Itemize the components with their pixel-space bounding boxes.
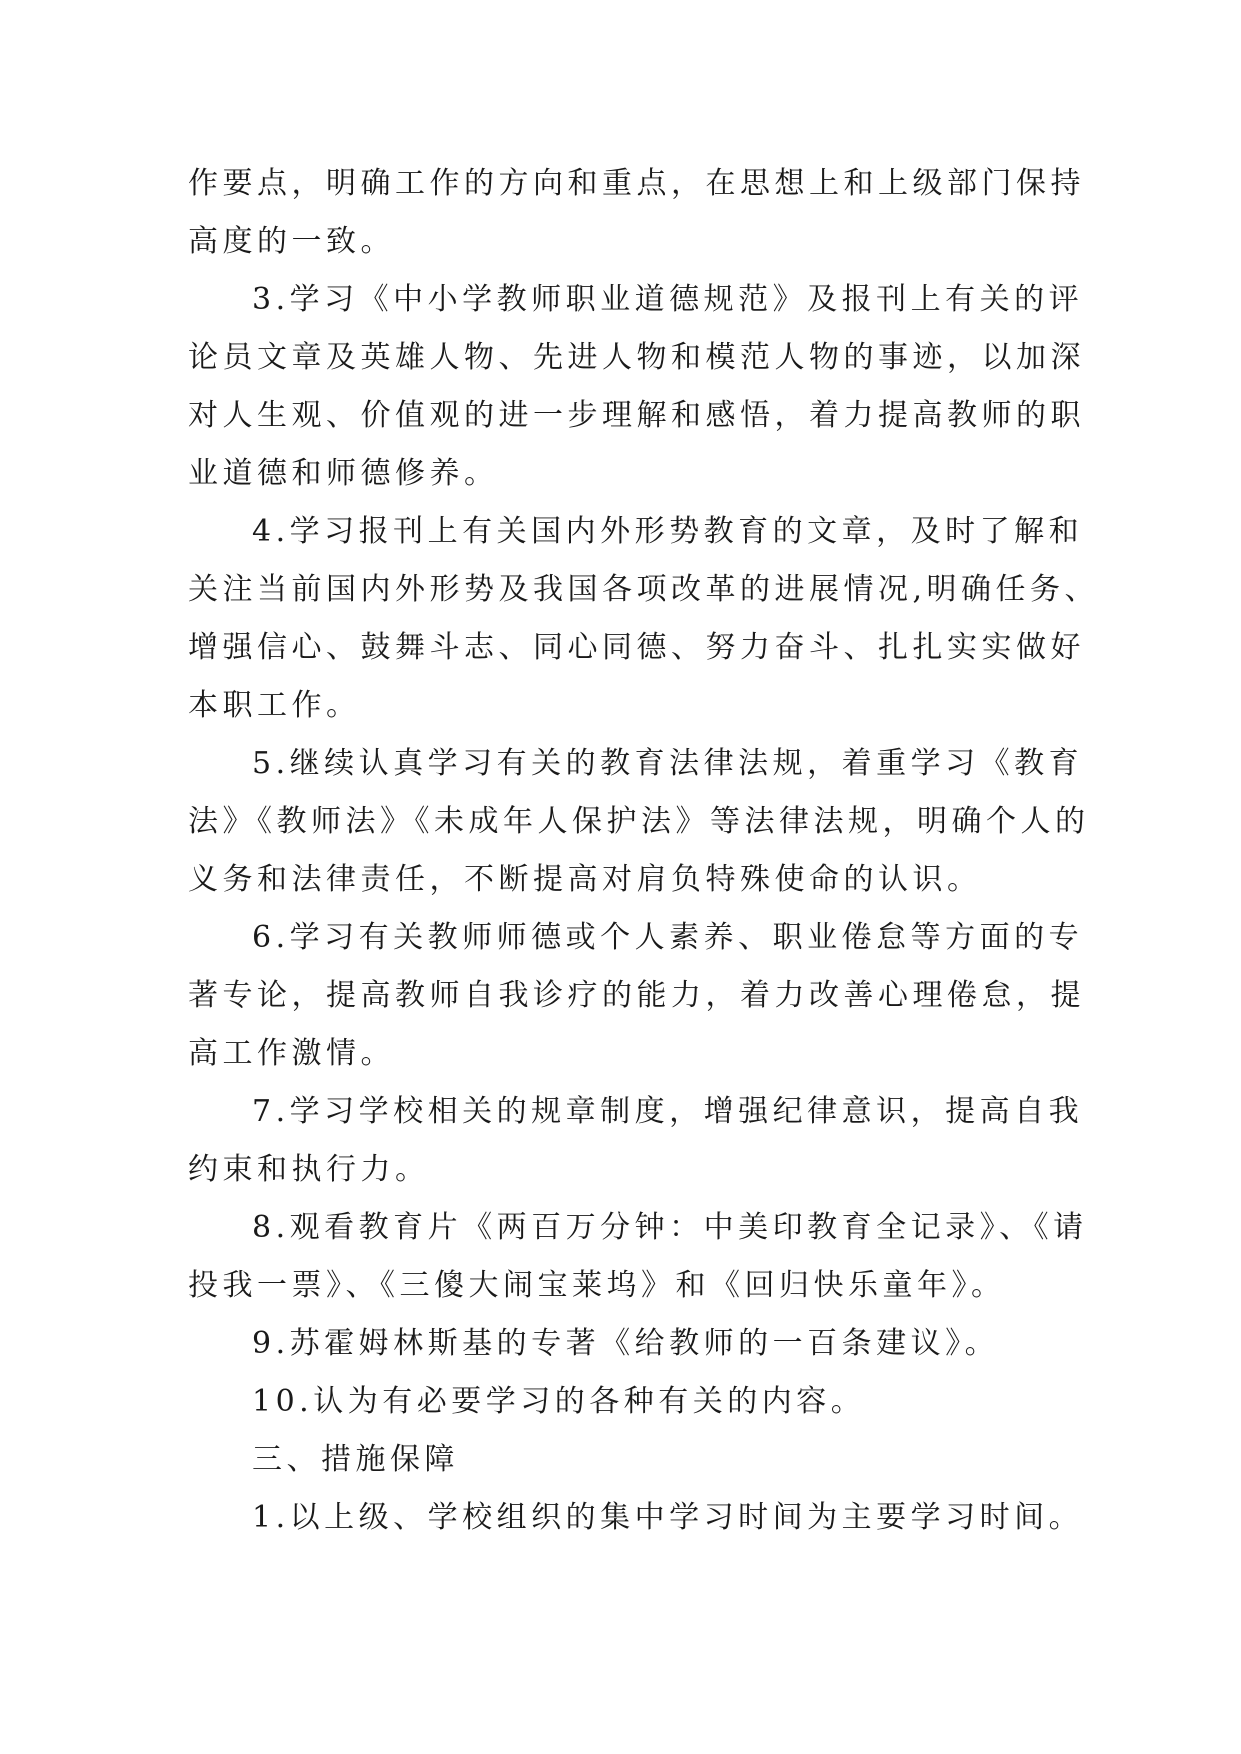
text-line: 关注当前国内外形势及我国各项改革的进展情况,明确任务、 bbox=[188, 572, 1100, 607]
text-line: 三、措施保障 bbox=[252, 1442, 459, 1477]
section-heading-measures bbox=[188, 1431, 1068, 1489]
text-line: 6.学习有关教师师德或个人素养、职业倦怠等方面的专 bbox=[252, 920, 1084, 955]
text-line: 著专论，提高教师自我诊疗的能力，着力改善心理倦怠，提 bbox=[188, 978, 1085, 1013]
text-line: 对人生观、价值观的进一步理解和感悟，着力提高教师的职 bbox=[188, 398, 1085, 433]
text-line: 10.认为有必要学习的各种有关的内容。 bbox=[252, 1384, 866, 1419]
text-line: 作要点，明确工作的方向和重点，在思想上和上级部门保持 bbox=[188, 166, 1085, 201]
text-line: 投我一票》、《三傻大闹宝莱坞》和《回归快乐童年》。 bbox=[188, 1268, 1006, 1303]
text-line: 增强信心、鼓舞斗志、同心同德、努力奋斗、扎扎实实做好 bbox=[188, 630, 1085, 665]
document-body bbox=[188, 155, 1100, 1547]
text-line: 义务和法律责任，不断提高对肩负特殊使命的认识。 bbox=[188, 862, 982, 897]
text-line: 9.苏霍姆林斯基的专著《给教师的一百条建议》。 bbox=[252, 1326, 1000, 1361]
paragraph-item-10 bbox=[188, 1373, 1068, 1431]
text-line: 8.观看教育片《两百万分钟：中美印教育全记录》、《请 bbox=[252, 1210, 1088, 1245]
paragraph-item-4 bbox=[188, 503, 1100, 735]
text-line: 论员文章及英雄人物、先进人物和模范人物的事迹，以加深 bbox=[188, 340, 1085, 375]
text-line: 法》《教师法》《未成年人保护法》等法律法规，明确个人的 bbox=[188, 804, 1090, 839]
paragraph-item-5 bbox=[188, 735, 1090, 909]
paragraph-item-8 bbox=[188, 1199, 1088, 1315]
paragraph-measure-1 bbox=[188, 1489, 1084, 1547]
text-line: 高度的一致。 bbox=[188, 224, 395, 259]
text-line: 1.以上级、学校组织的集中学习时间为主要学习时间。 bbox=[252, 1500, 1084, 1535]
paragraph-item-6 bbox=[188, 909, 1085, 1083]
paragraph-continuation bbox=[188, 155, 1085, 271]
text-line: 7.学习学校相关的规章制度，增强纪律意识，提高自我 bbox=[252, 1094, 1084, 1129]
text-line: 5.继续认真学习有关的教育法律法规，着重学习《教育 bbox=[252, 746, 1084, 781]
text-line: 业道德和师德修养。 bbox=[188, 456, 499, 491]
paragraph-item-9 bbox=[188, 1315, 1068, 1373]
text-line: 约束和执行力。 bbox=[188, 1152, 430, 1187]
text-line: 本职工作。 bbox=[188, 688, 361, 723]
text-line: 4.学习报刊上有关国内外形势教育的文章，及时了解和 bbox=[252, 514, 1084, 549]
text-line: 高工作激情。 bbox=[188, 1036, 395, 1071]
paragraph-item-7 bbox=[188, 1083, 1084, 1199]
text-line: 3.学习《中小学教师职业道德规范》及报刊上有关的评 bbox=[252, 282, 1084, 317]
paragraph-item-3 bbox=[188, 271, 1085, 503]
